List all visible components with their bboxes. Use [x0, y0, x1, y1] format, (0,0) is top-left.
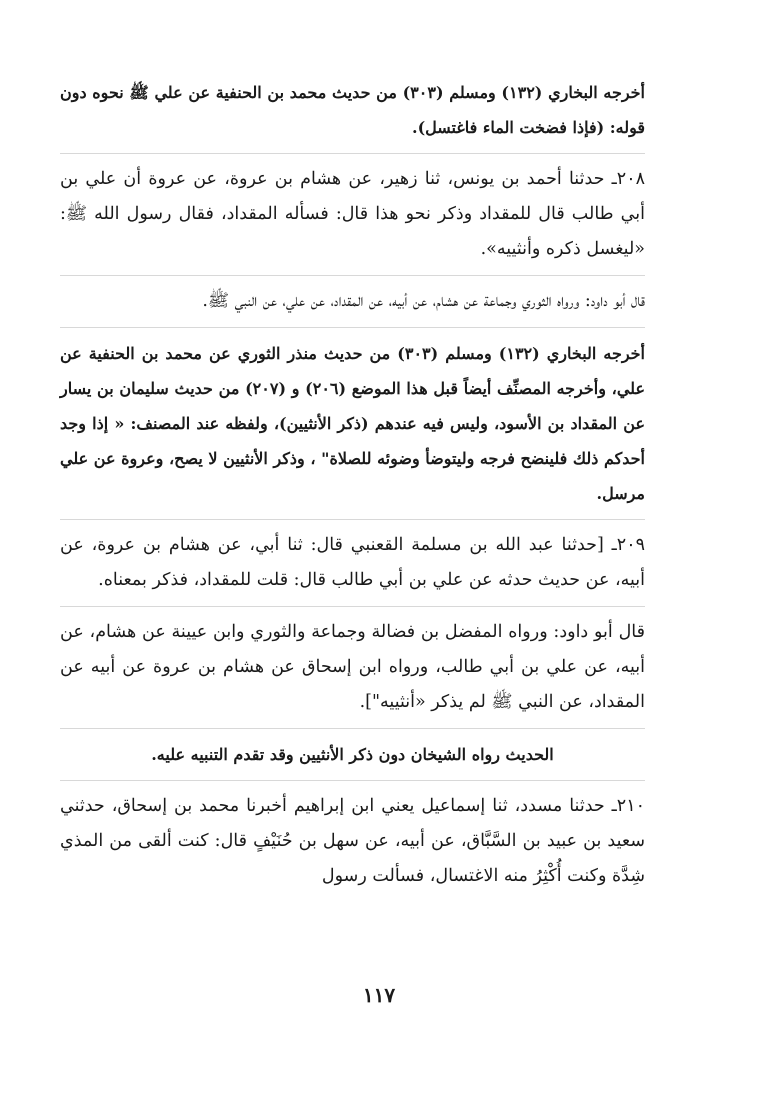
divider	[60, 519, 645, 520]
abu-dawud-note-1: قال أبو داود: ورواه الثوري وجماعة عن هشام، عن أبيه، عن المقداد، عن علي، عن النبي ﷺ.	[202, 291, 645, 311]
footnote-takhrij-1: أخرجه البخاري (١٣٢) ومسلم (٣٠٣) من حديث محمد بن الحنفية عن علي ﷺ نحوه دون قوله: (فإذا فضخت الماء فاغتسل).	[60, 83, 645, 137]
footnote-takhrij-2: أخرجه البخاري (١٣٢) ومسلم (٣٠٣) من حديث منذر الثوري عن محمد بن الحنفية عن علي، وأخرجه المصنِّف أيضاً قبل هذا الموضع (٢٠٦) و (٢٠٧) من حديث سليمان بن يسار عن المقداد بن الأسود، وليس فيه عندهم (ذكر الأنثيين)، ولفظه عند المصنف: « إذا وجد أحدكم ذلك فلينضح فرجه وليتوضأ وضوئه للصلاة" ، وذكر الأنثيين لا يصح، وعروة عن علي مرسل.	[60, 344, 646, 503]
abu-dawud-note-2: قال أبو داود: ورواه المفضل بن فضالة وجماعة والثوري وابن عيينة عن هشام، عن أبيه، عن علي بن أبي طالب، ورواه ابن إسحاق عن هشام بن عروة عن أبيه عن المقداد، عن النبي ﷺ لم يذكر «أنثييه"].	[60, 622, 645, 712]
hadith-209: ٢٠٩ـ [حدثنا عبد الله بن مسلمة القعنبي قال: ثنا أبي، عن هشام بن عروة، عن أبيه، عن حديث حدثه عن علي بن أبي طالب قال: قلت للمقداد، فذكر بمعناه.	[60, 535, 645, 590]
hadith-210: ٢١٠ـ حدثنا مسدد، ثنا إسماعيل يعني ابن إبراهيم أخبرنا محمد بن إسحاق، حدثني سعيد بن عبيد بن السَّبَّاق، عن أبيه، عن سهل بن حُنَيْفٍ قال: كنت ألقى من المذي شِدَّة وكنت أُكْثِرُ منه الاغتسال، فسألت رسول	[60, 796, 645, 886]
page-number: ١١٧	[362, 983, 396, 1007]
hadith-208: ٢٠٨ـ حدثنا أحمد بن يونس، ثنا زهير، عن هشام بن عروة، عن عروة أن علي بن أبي طالب قال للمقداد وذكر نحو هذا قال: فسأله المقداد، فقال رسول الله ﷺ: «ليغسل ذكره وأنثييه».	[60, 169, 645, 259]
divider	[60, 275, 645, 276]
page-body	[60, 75, 645, 894]
footnote-takhrij-3: الحديث رواه الشيخان دون ذكر الأنثيين وقد تقدم التنبيه عليه.	[151, 745, 554, 764]
divider	[60, 606, 645, 607]
divider	[60, 728, 645, 729]
divider	[60, 327, 645, 328]
divider	[60, 780, 645, 781]
divider	[60, 153, 645, 154]
